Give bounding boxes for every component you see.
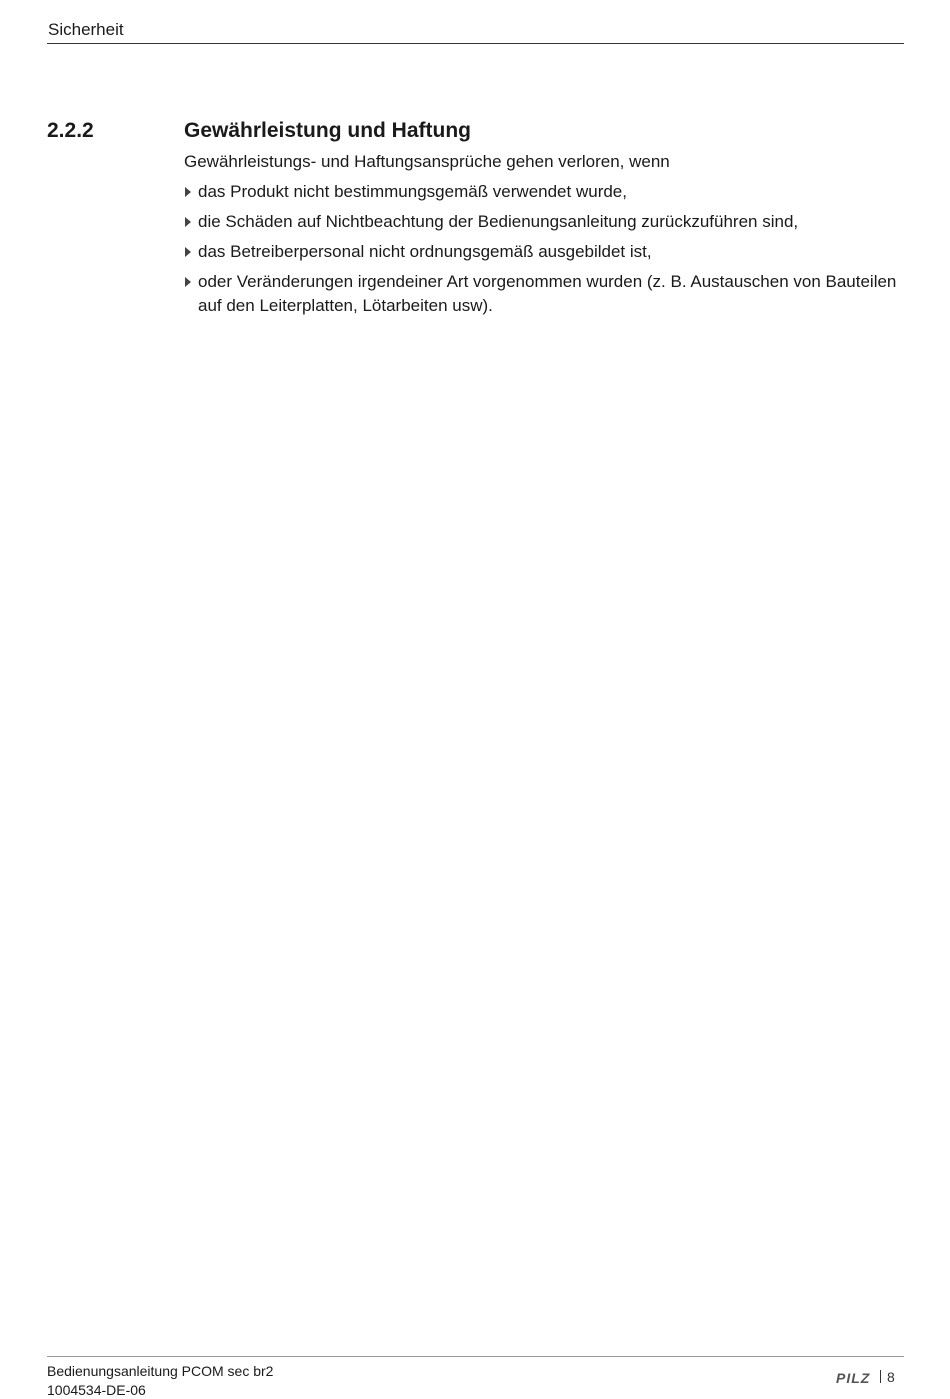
page-number <box>880 1368 895 1386</box>
section-title: Gewährleistung und Haftung <box>184 119 471 142</box>
page-number-value: 8 <box>887 1369 895 1385</box>
footer-document-id: 1004534-DE-06 <box>47 1382 146 1398</box>
page-number-separator <box>880 1370 881 1383</box>
page-header <box>47 19 904 44</box>
footer-divider <box>47 1356 904 1357</box>
triangle-bullet-icon <box>185 277 191 287</box>
list-item-text: oder Veränderungen irgendeiner Art vorgenommen wurden (z. B. Austauschen von Bauteilen auf den Leiterplatten, Lötarbeiten usw). <box>198 272 897 315</box>
condition-list <box>184 180 900 324</box>
triangle-bullet-icon <box>185 187 191 197</box>
list-item-text: das Produkt nicht bestimmungsgemäß verwendet wurde, <box>198 182 627 201</box>
triangle-bullet-icon <box>185 247 191 257</box>
header-title: Sicherheit <box>48 20 124 39</box>
list-item <box>184 270 900 318</box>
list-item <box>184 240 900 264</box>
pilz-logo: PILZ <box>836 1370 871 1386</box>
list-item-text: die Schäden auf Nichtbeachtung der Bedienungsanleitung zurückzuführen sind, <box>198 212 799 231</box>
footer-document-title: Bedienungsanleitung PCOM sec br2 <box>47 1363 274 1379</box>
list-item <box>184 180 900 204</box>
section-number: 2.2.2 <box>47 119 94 142</box>
list-item <box>184 210 900 234</box>
section-intro: Gewährleistungs- und Haftungsansprüche gehen verloren, wenn <box>184 152 670 171</box>
list-item-text: das Betreiberpersonal nicht ordnungsgemäß ausgebildet ist, <box>198 242 652 261</box>
triangle-bullet-icon <box>185 217 191 227</box>
